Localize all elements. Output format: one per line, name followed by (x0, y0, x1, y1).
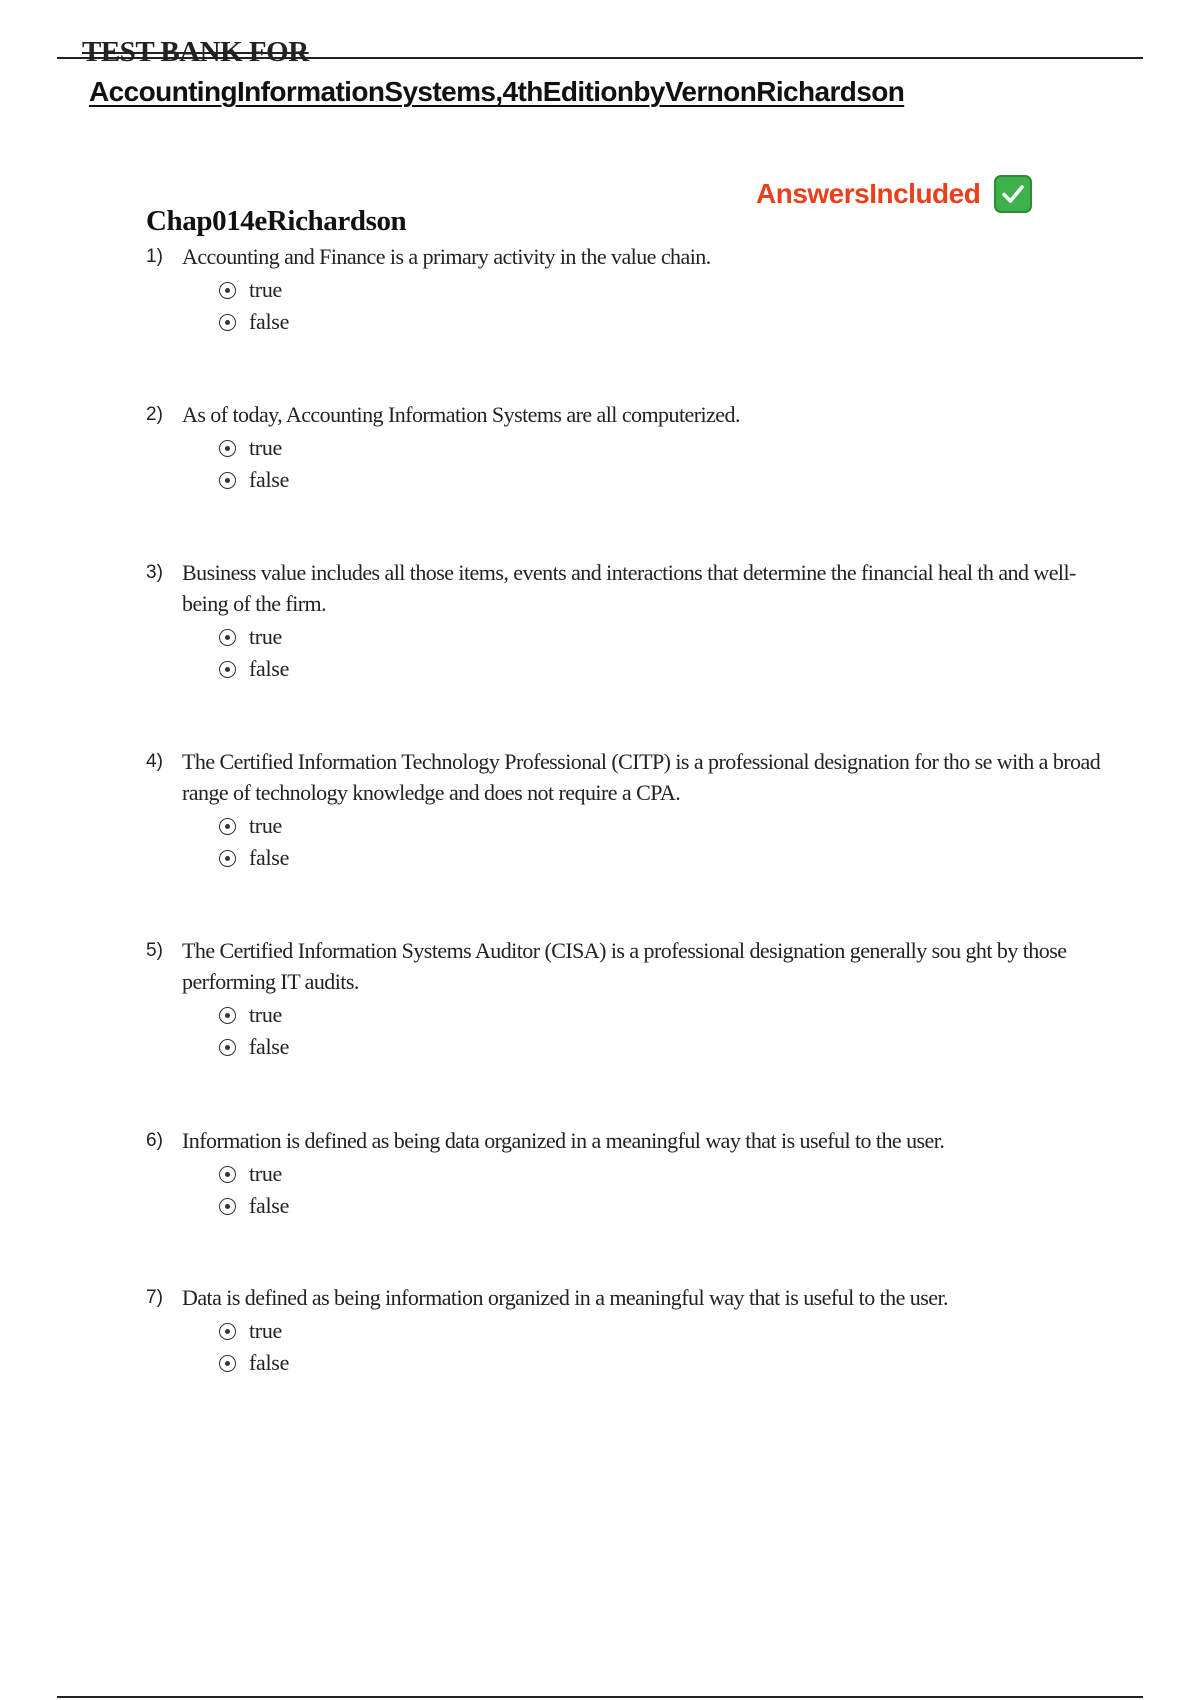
option-true[interactable] (219, 999, 1086, 1031)
question-number: 3) (146, 562, 163, 583)
option-true[interactable] (219, 621, 1086, 653)
option-label: true (249, 277, 283, 302)
answer-options (219, 432, 1086, 496)
question-6 (146, 1125, 1086, 1222)
answer-options (219, 810, 1086, 874)
option-label: false (249, 1193, 290, 1218)
answer-options (219, 1315, 1086, 1379)
question-text: Accounting and Finance is a primary activity in the value chain. (182, 244, 711, 269)
option-false[interactable] (219, 1190, 1086, 1222)
option-label: false (249, 1034, 290, 1059)
question-4 (146, 746, 1101, 874)
question-text: The Certified Information Technology Professional (CITP) is a professional designation for tho se with a broad range of technology knowledge and does not require a CPA. (182, 749, 1101, 805)
option-label: false (249, 1350, 290, 1375)
option-true[interactable] (219, 274, 1086, 306)
answer-options (219, 621, 1086, 685)
radio-button-icon[interactable] (219, 818, 236, 835)
question-text: The Certified Information Systems Auditor (CISA) is a professional designation generally sou ght by those performing IT audits. (182, 938, 1067, 994)
radio-button-icon[interactable] (219, 1039, 236, 1056)
option-false[interactable] (219, 653, 1086, 685)
question-7 (146, 1282, 1086, 1379)
question-number: 6) (146, 1130, 163, 1151)
question-text: As of today, Accounting Information Systems are all computerized. (182, 402, 740, 427)
footer-rule (57, 1696, 1143, 1698)
radio-button-icon[interactable] (219, 440, 236, 457)
option-false[interactable] (219, 842, 1086, 874)
question-number: 5) (146, 940, 163, 961)
question-number: 1) (146, 246, 163, 267)
answers-included-label: AnswersIncluded (756, 178, 981, 209)
question-5 (146, 935, 1086, 1063)
option-label: true (249, 1002, 283, 1027)
header-title: TEST BANK FOR (82, 36, 309, 68)
option-false[interactable] (219, 1031, 1086, 1063)
radio-button-icon[interactable] (219, 472, 236, 489)
option-label: false (249, 656, 290, 681)
radio-button-icon[interactable] (219, 1007, 236, 1024)
option-true[interactable] (219, 432, 1086, 464)
question-text: Data is defined as being information organized in a meaningful way that is useful to the user. (182, 1285, 948, 1310)
radio-button-icon[interactable] (219, 1323, 236, 1340)
question-number: 7) (146, 1287, 163, 1308)
question-number: 4) (146, 751, 163, 772)
radio-button-icon[interactable] (219, 629, 236, 646)
answers-included-badge (756, 172, 1032, 216)
radio-button-icon[interactable] (219, 282, 236, 299)
answer-options (219, 999, 1086, 1063)
option-label: false (249, 467, 290, 492)
radio-button-icon[interactable] (219, 1355, 236, 1372)
option-label: true (249, 1161, 283, 1186)
option-false[interactable] (219, 306, 1086, 338)
option-label: true (249, 813, 283, 838)
option-true[interactable] (219, 1315, 1086, 1347)
radio-button-icon[interactable] (219, 850, 236, 867)
question-2 (146, 399, 1086, 496)
option-label: false (249, 845, 290, 870)
radio-button-icon[interactable] (219, 661, 236, 678)
option-false[interactable] (219, 464, 1086, 496)
option-label: true (249, 1318, 283, 1343)
check-mark-icon (994, 175, 1032, 213)
option-true[interactable] (219, 1158, 1086, 1190)
radio-button-icon[interactable] (219, 314, 236, 331)
radio-button-icon[interactable] (219, 1166, 236, 1183)
option-label: true (249, 435, 283, 460)
question-text: Information is defined as being data organized in a meaningful way that is useful to the user. (182, 1128, 945, 1153)
chapter-title: Chap014eRichardson (146, 205, 407, 237)
question-3 (146, 557, 1086, 685)
answer-options (219, 1158, 1086, 1222)
option-true[interactable] (219, 810, 1086, 842)
answer-options (219, 274, 1086, 338)
option-false[interactable] (219, 1347, 1086, 1379)
question-number: 2) (146, 404, 163, 425)
question-text: Business value includes all those items, events and interactions that determine the financial heal th and well-being of the firm. (182, 560, 1076, 616)
option-label: false (249, 309, 290, 334)
book-title: AccountingInformationSystems,4thEditionbyVernonRichardson (89, 76, 905, 107)
option-label: true (249, 624, 283, 649)
radio-button-icon[interactable] (219, 1198, 236, 1215)
question-1 (146, 241, 1086, 338)
